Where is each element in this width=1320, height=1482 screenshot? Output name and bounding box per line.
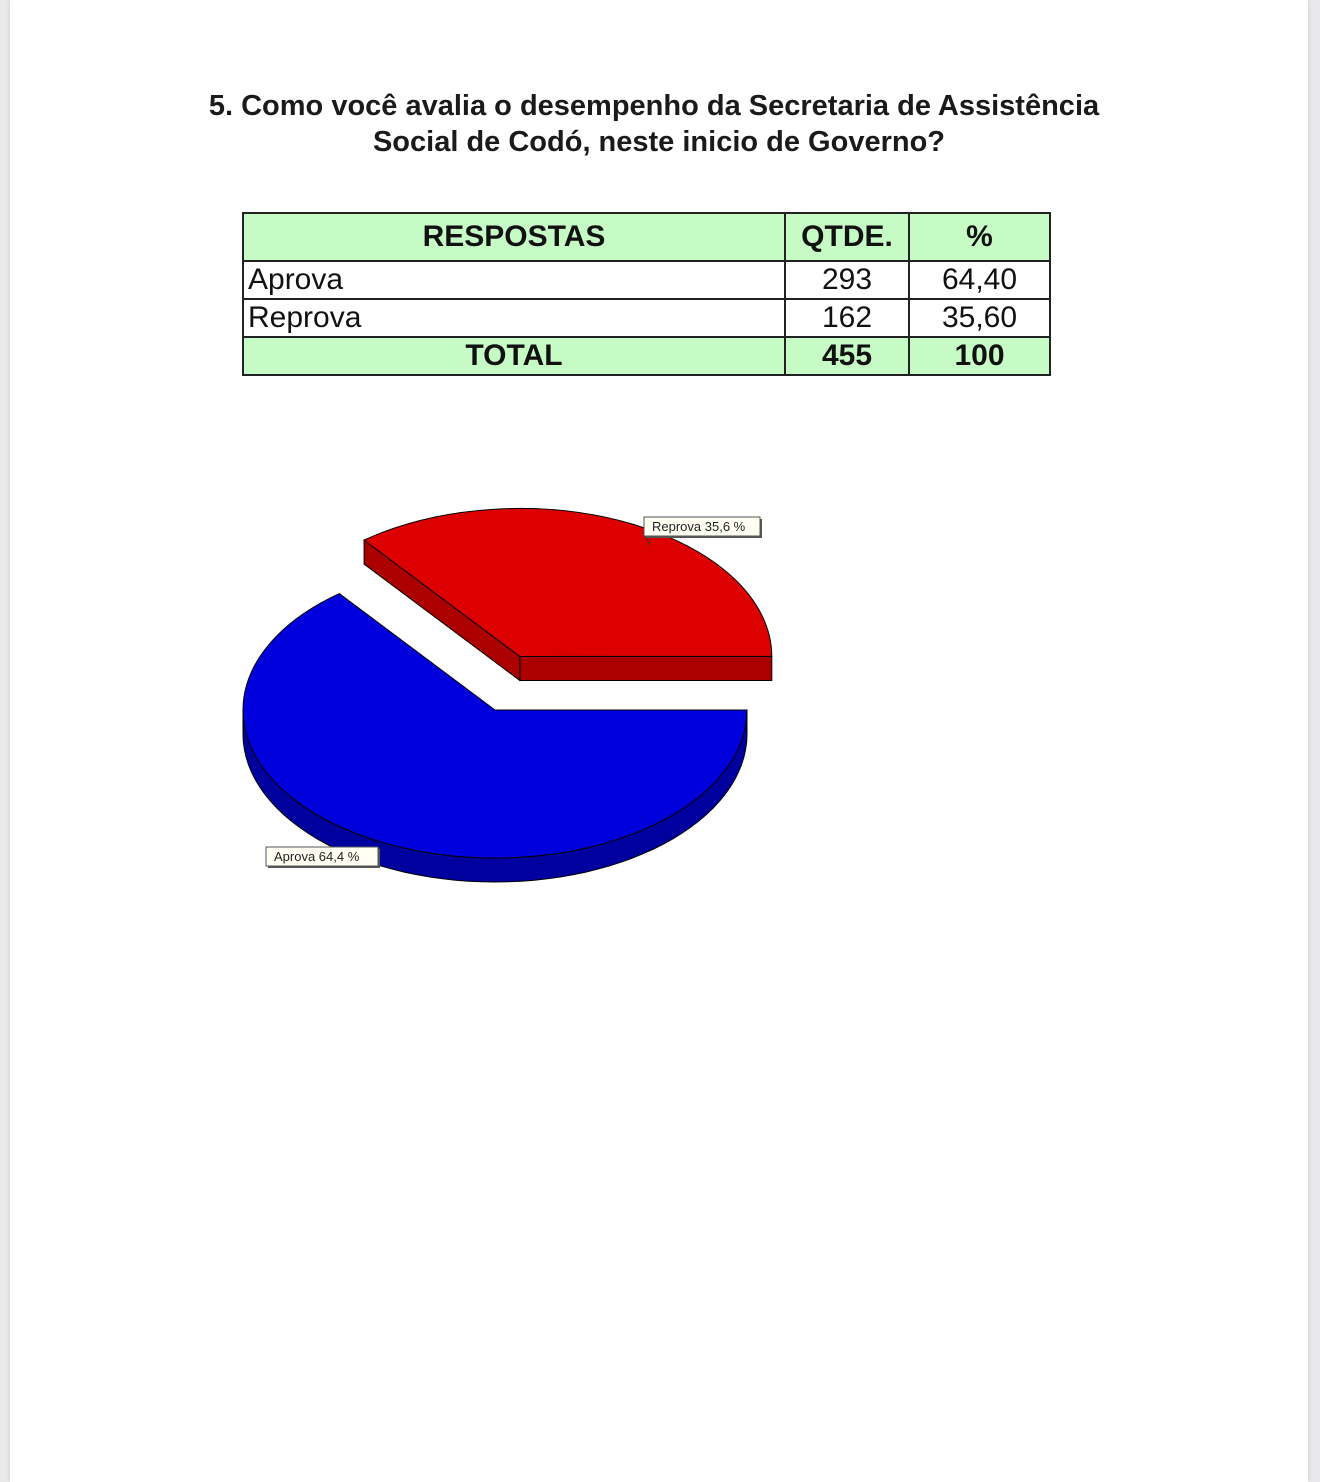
total-qty: 455 [785, 337, 909, 375]
label-text: Reprova 35,6 % [652, 519, 746, 534]
question-title-line-1: 5. Como você avalia o desempenho da Secretaria de Assistência [208, 90, 1100, 122]
row-label: Reprova [243, 299, 785, 337]
header-percent: % [909, 213, 1050, 261]
row-pct: 35,60 [909, 299, 1050, 337]
total-pct: 100 [909, 337, 1050, 375]
header-qtde: QTDE. [785, 213, 909, 261]
row-qty: 293 [785, 261, 909, 299]
total-label: TOTAL [243, 337, 785, 375]
slice-label-aprova [266, 847, 380, 868]
row-label: Aprova [243, 261, 785, 299]
question-title-line-2: Social de Codó, neste inicio de Governo? [372, 126, 946, 158]
document-page [10, 0, 1308, 1482]
row-qty: 162 [785, 299, 909, 337]
label-text: Aprova 64,4 % [274, 849, 360, 864]
pie-slice-wall [520, 656, 772, 680]
row-pct: 64,40 [909, 261, 1050, 299]
header-respostas: RESPOSTAS [243, 213, 785, 261]
pie-chart [10, 0, 1308, 1482]
